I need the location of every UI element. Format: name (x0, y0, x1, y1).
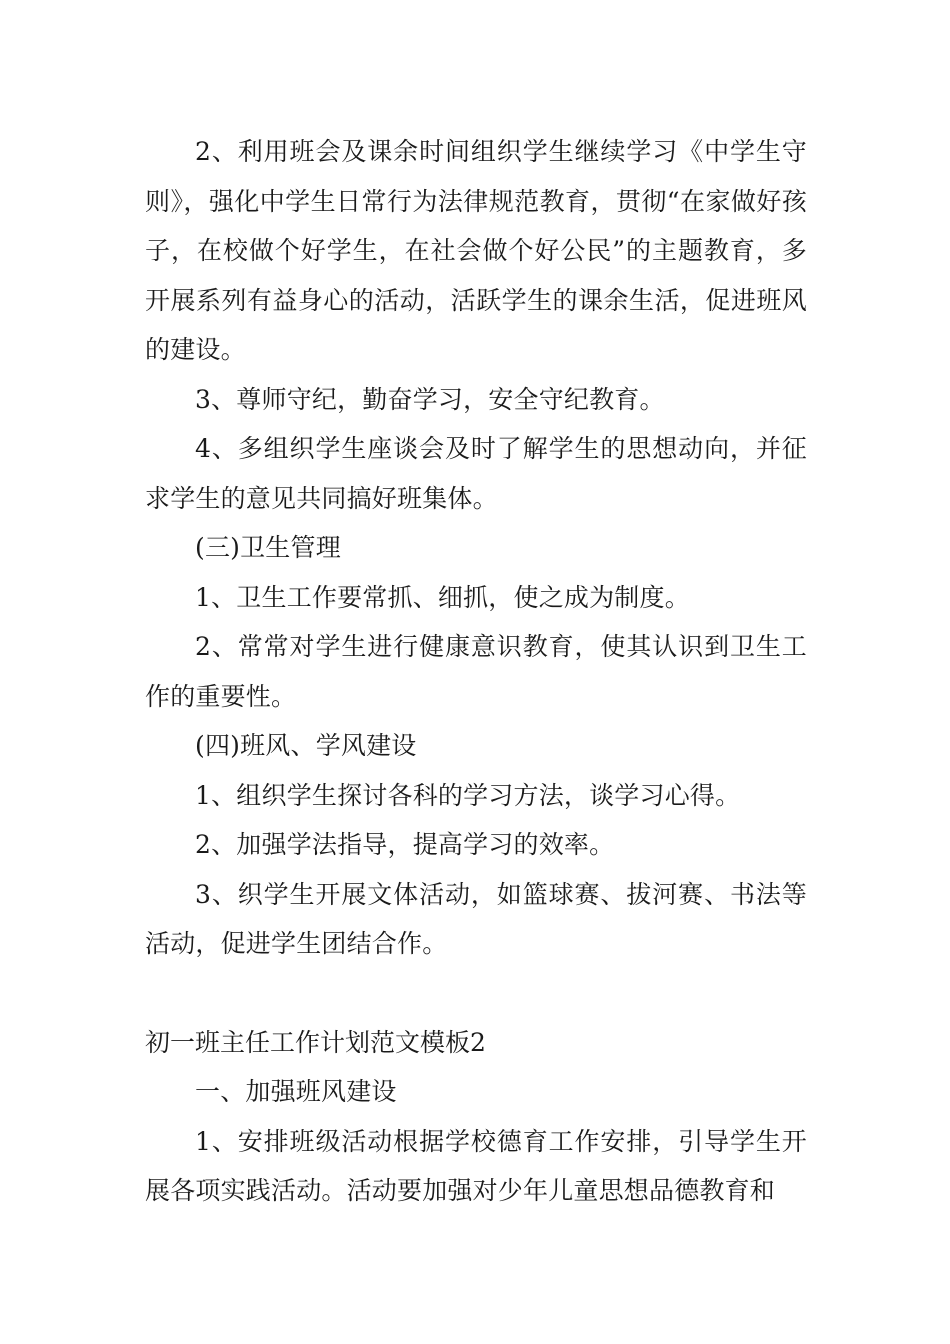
document-body (145, 127, 807, 1216)
paragraph: 1、卫生工作要常抓、细抓，使之成为制度。 (195, 582, 690, 612)
paragraph: 3、尊师守纪，勤奋学习，安全守纪教育。 (195, 384, 665, 414)
paragraph: 2、常常对学生进行健康意识教育，使其认识到卫生工作的重要性。 (145, 632, 807, 711)
paragraph: 1、组织学生探讨各科的学习方法，谈学习心得。 (195, 780, 741, 810)
paragraph: 2、利用班会及课余时间组织学生继续学习《中学生守则》，强化中学生日常行为法律规范教育，贯彻“在家做好孩子，在校做个好学生，在社会做个好公民”的主题教育，多开展系列有益身心的活动，活跃学生的课余生活，促进班风的建设。 (145, 137, 807, 364)
paragraph: 4、多组织学生座谈会及时了解学生的思想动向，并征求学生的意见共同搞好班集体。 (145, 434, 807, 513)
paragraph: 2、加强学法指导，提高学习的效率。 (195, 830, 615, 859)
paragraph: 1、安排班级活动根据学校德育工作安排，引导学生开展各项实践活动。活动要加强对少年儿童思想品德教育和 (145, 1126, 807, 1205)
section-spacer (145, 969, 807, 1018)
subsection-heading: (三)卫生管理 (195, 533, 341, 562)
subsection-heading: (四)班风、学风建设 (195, 731, 417, 760)
section-title: 初一班主任工作计划范文模板2 (145, 1027, 486, 1057)
paragraph: 3、织学生开展文体活动，如篮球赛、拔河赛、书法等活动，促进学生团结合作。 (145, 879, 807, 958)
subsection-heading: 一、加强班风建设 (195, 1077, 397, 1106)
